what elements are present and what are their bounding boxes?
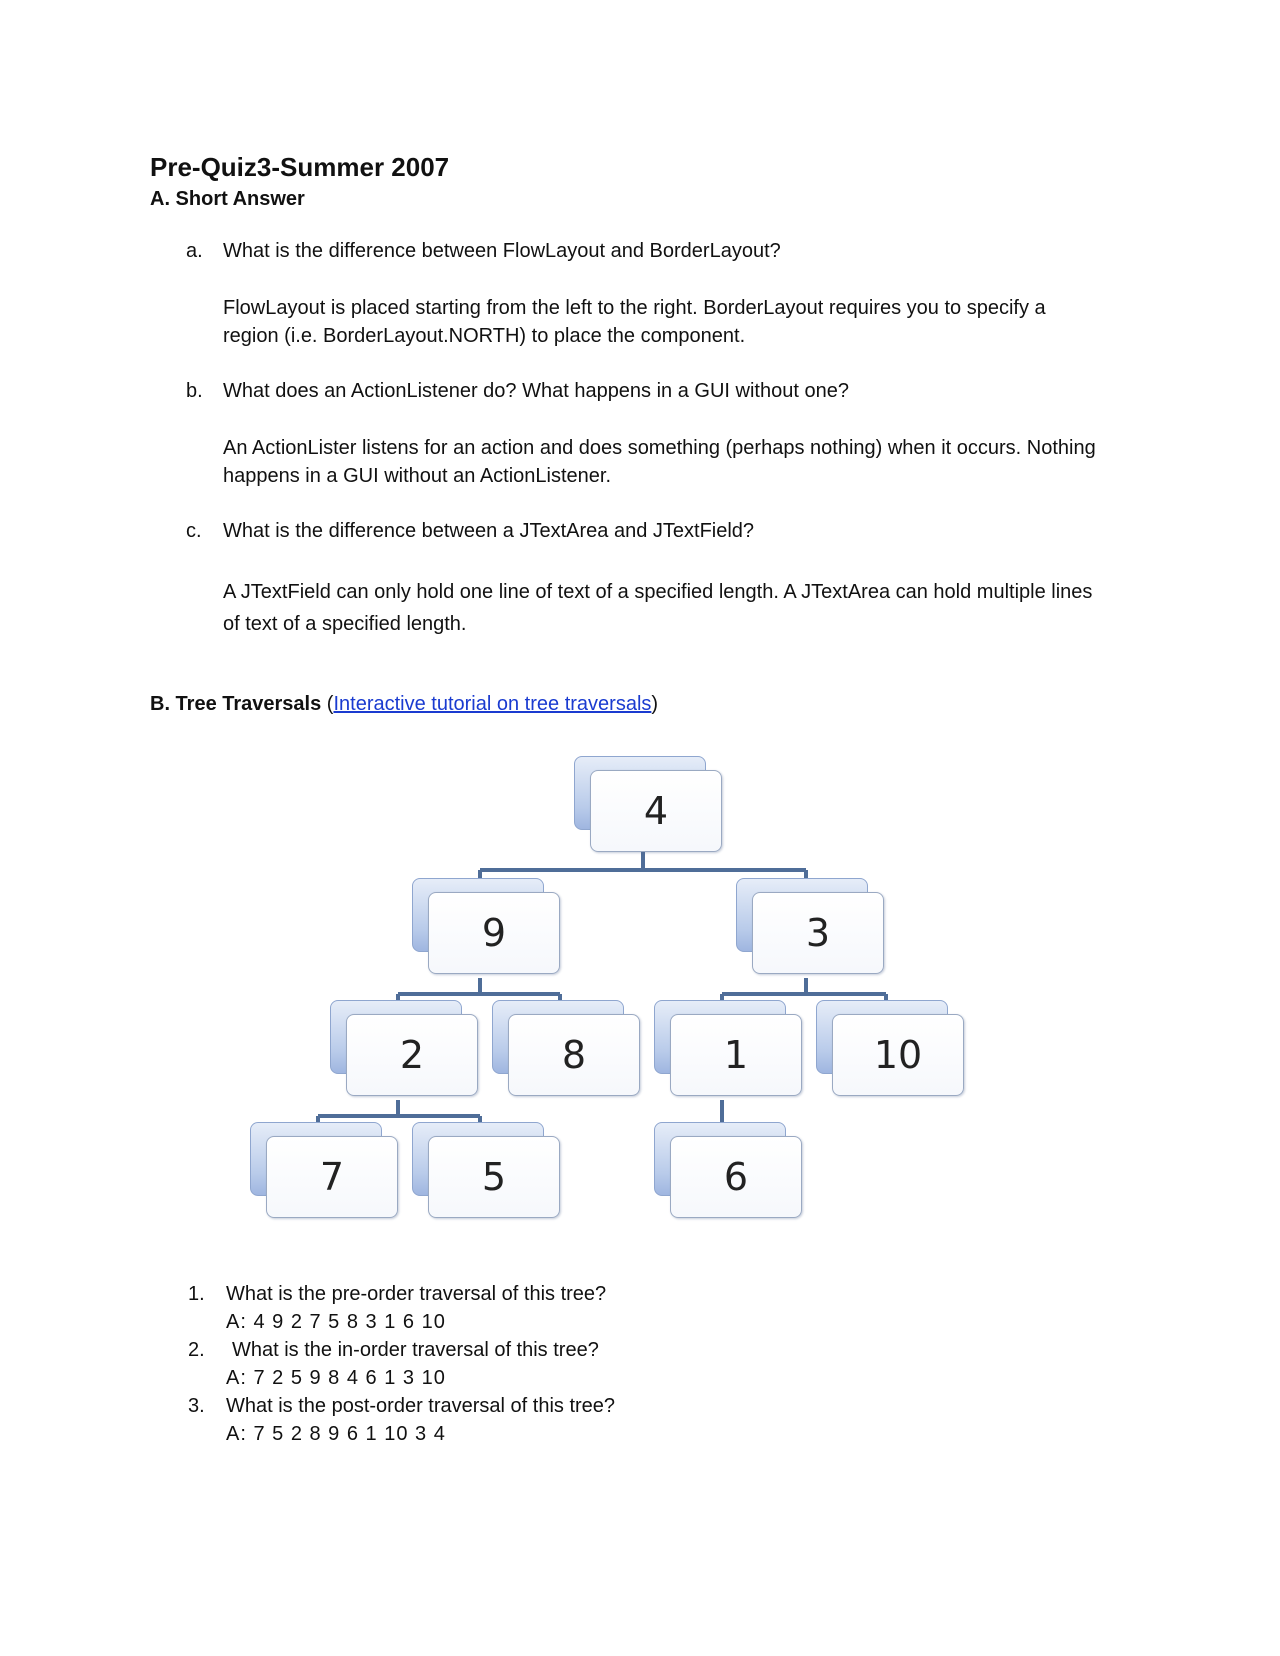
paren-close: )	[651, 693, 659, 715]
tree-node-5	[412, 1122, 546, 1206]
tree-node-label: 2	[346, 1014, 478, 1096]
section-a-heading: A. Short Answer	[150, 188, 305, 210]
page-title: Pre-Quiz3-Summer 2007	[150, 152, 450, 182]
question-c-letter: c.	[186, 520, 202, 542]
paren-open: (	[326, 693, 334, 715]
answer-2-text: A: 7 2 5 9 8 4 6 1 3 10	[226, 1367, 446, 1389]
answer-c-text: A JTextField can only hold one line of text of a specified length. A JTextArea can hold multiple lines of text of a specified length.	[223, 581, 1093, 635]
question-a-letter: a.	[186, 240, 203, 262]
tree-node-7	[250, 1122, 384, 1206]
section-b-heading: B. Tree Traversals	[150, 693, 322, 715]
tree-node-label: 3	[752, 892, 884, 974]
tree-node-label: 4	[590, 770, 722, 852]
tree-node-label: 6	[670, 1136, 802, 1218]
tree-node-label: 1	[670, 1014, 802, 1096]
question-2-number: 2.	[188, 1339, 205, 1361]
question-3-number: 3.	[188, 1395, 205, 1417]
tree-node-10	[816, 1000, 950, 1084]
tree-node-6	[654, 1122, 788, 1206]
tree-node-label: 5	[428, 1136, 560, 1218]
question-2-text: What is the in-order traversal of this tree?	[232, 1339, 599, 1361]
answer-b-text: An ActionLister listens for an action and does something (perhaps nothing) when it occurs. Nothing happens in a GUI without an ActionListener.	[223, 437, 1096, 487]
tree-node-8	[492, 1000, 626, 1084]
answer-3-text: A: 7 5 2 8 9 6 1 10 3 4	[226, 1423, 446, 1445]
tree-node-label: 10	[832, 1014, 964, 1096]
tree-traversal-tutorial-link[interactable]: Interactive tutorial on tree traversals	[333, 693, 652, 715]
tree-node-3	[736, 878, 870, 962]
question-b-letter: b.	[186, 380, 203, 402]
tree-node-1	[654, 1000, 788, 1084]
tree-node-label: 9	[428, 892, 560, 974]
tree-node-9	[412, 878, 546, 962]
tree-node-label: 8	[508, 1014, 640, 1096]
question-c-text: What is the difference between a JTextArea and JTextField?	[223, 520, 755, 542]
tree-node-4	[574, 756, 708, 840]
question-1-number: 1.	[188, 1283, 205, 1305]
answer-1-text: A: 4 9 2 7 5 8 3 1 6 10	[226, 1311, 446, 1333]
tree-node-label: 7	[266, 1136, 398, 1218]
question-3-text: What is the post-order traversal of this tree?	[226, 1395, 616, 1417]
answer-a-text: FlowLayout is placed starting from the left to the right. BorderLayout requires you to specify a region (i.e. BorderLayout.NORTH) to place the component.	[223, 297, 1046, 347]
tree-node-2	[330, 1000, 464, 1084]
question-1-text: What is the pre-order traversal of this tree?	[226, 1283, 607, 1305]
question-a-text: What is the difference between FlowLayout and BorderLayout?	[223, 240, 781, 262]
question-b-text: What does an ActionListener do? What happens in a GUI without one?	[223, 380, 849, 402]
